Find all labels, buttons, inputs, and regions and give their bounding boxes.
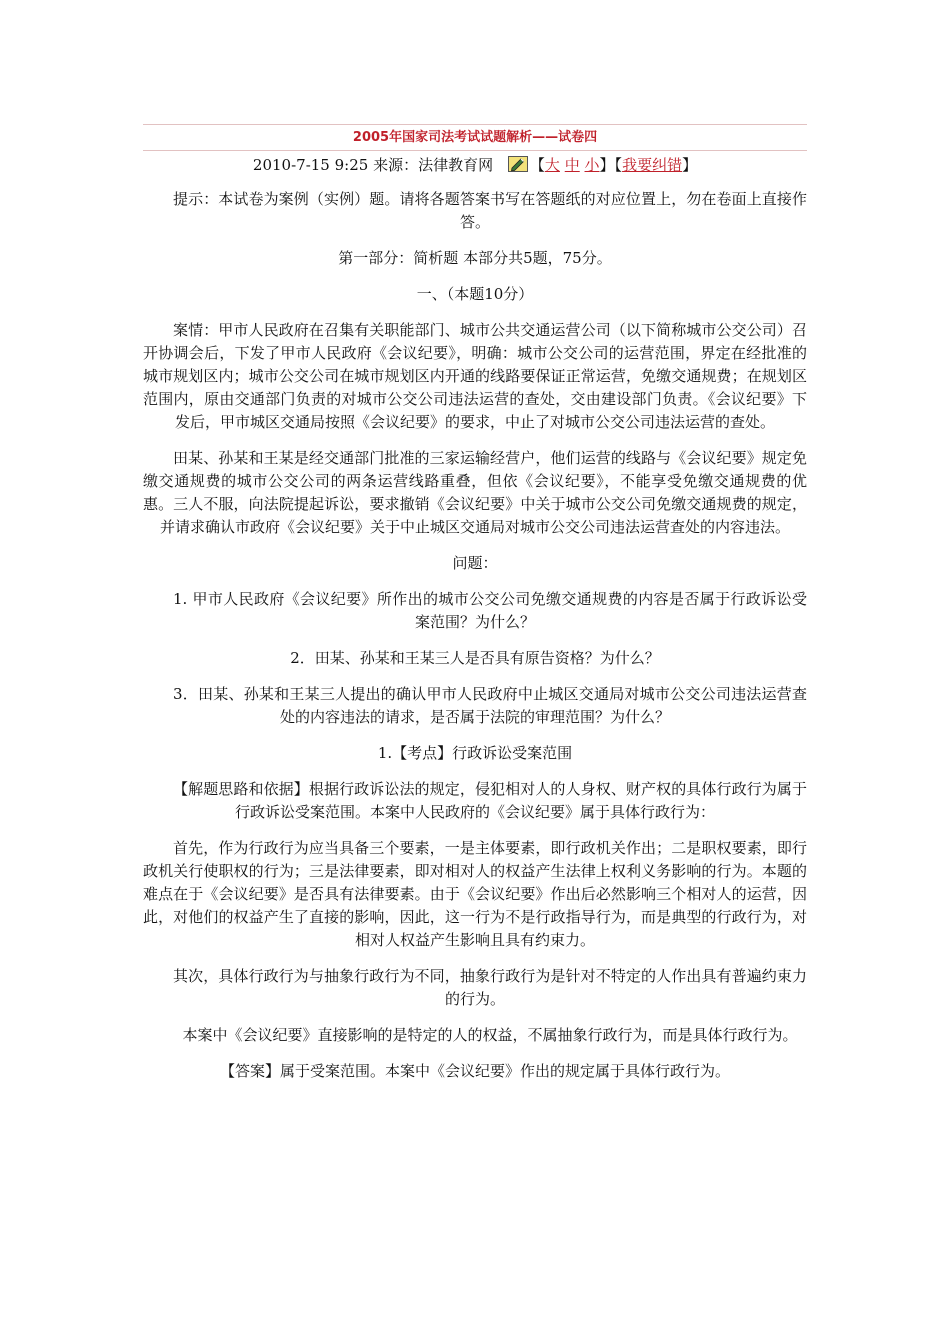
first-reason-paragraph: 首先，作为行政行为应当具备三个要素，一是主体要素，即行政机关作出；二是职权要素，即行政机关行使职权的行为；三是法律要素，即对相对人的权益产生法律上权利义务影响的行为。本题的难点在于《会议纪要》是否具有法律要素。由于《会议纪要》作出后必然影响三个相对人的运营，因此，对他们的权益产生了直接的影响，因此，这一行为不是行政指导行为，而是典型的行政行为，对相对人权益产生影响且具有约束力。	[143, 839, 807, 949]
font-size-large-link[interactable]: 大	[544, 156, 560, 174]
report-bracket-open: 【	[614, 156, 623, 174]
question-2: 2．田某、孙某和王某三人是否具有原告资格？为什么？	[290, 649, 660, 667]
question-1: 1. 甲市人民政府《会议纪要》所作出的城市公交公司免缴交通规费的内容是否属于行政诉讼受案范围？为什么？	[173, 590, 807, 631]
report-bracket-close: 】	[682, 156, 698, 174]
article-body	[143, 188, 807, 1096]
exam-tip: 提示：本试卷为案例（实例）题。请将各题答案书写在答题纸的对应位置上，勿在卷面上直接作答。	[173, 190, 807, 231]
article-meta	[143, 153, 807, 177]
font-bracket-close: 】	[599, 156, 615, 174]
question-heading: 一、（本题10分）	[416, 285, 534, 303]
case-paragraph-1: 案情：甲市人民政府在召集有关职能部门、城市公共交通运营公司（以下简称城市公交公司）召开协调会后，下发了甲市人民政府《会议纪要》，明确：城市公交公司的运营范围，界定在经批准的城市规划区内；城市公交公司在城市规划区内开通的线路要保证正常运营，免缴交通规费；在规划区范围内，原由交通部门负责的对城市公交公司违法运营的查处，交由建设部门负责。《会议纪要》下发后，甲市城区交通局按照《会议纪要》的要求，中止了对城市公交公司违法运营的查处。	[143, 321, 807, 431]
font-bracket-open: 【	[529, 156, 545, 174]
title-bottom-rule	[143, 150, 807, 151]
question-3: 3．田某、孙某和王某三人提出的确认甲市人民政府中止城区交通局对城市公交公司违法运营查处的内容违法的请求，是否属于法院的审理范围？为什么？	[173, 685, 807, 726]
key-point: 1.【考点】行政诉讼受案范围	[377, 744, 573, 762]
second-reason-paragraph: 其次，具体行政行为与抽象行政行为不同，抽象行政行为是针对不特定的人作出具有普遍约束力的行为。	[173, 967, 807, 1008]
report-error-link[interactable]: 我要纠错	[622, 156, 683, 174]
title-top-rule	[143, 124, 807, 125]
analysis-paragraph: 【解题思路和依据】根据行政诉讼法的规定，侵犯相对人的人身权、财产权的具体行政行为属于行政诉讼受案范围。本案中人民政府的《会议纪要》属于具体行政行为：	[173, 780, 807, 821]
questions-label: 问题：	[452, 554, 498, 572]
font-size-medium-link[interactable]: 中	[564, 156, 580, 174]
publish-date: 2010-7-15 9:25	[252, 156, 369, 174]
case-paragraph-2: 田某、孙某和王某是经交通部门批准的三家运输经营户，他们运营的线路与《会议纪要》规定免缴交通规费的城市公交公司的两条运营线路重叠，但依《会议纪要》，不能享受免缴交通规费的优惠。三人不服，向法院提起诉讼，要求撤销《会议纪要》中关于城市公交公司免缴交通规费的规定，并请求确认市政府《会议纪要》关于中止城区交通局对城市公交公司违法运营查处的内容违法。	[143, 449, 807, 536]
source-label: 来源：	[373, 156, 419, 174]
source-name: 法律教育网	[418, 156, 494, 174]
answer-paragraph: 【答案】属于受案范围。本案中《会议纪要》作出的规定属于具体行政行为。	[219, 1062, 730, 1080]
conclusion-paragraph: 本案中《会议纪要》直接影响的是特定的人的权益，不属抽象行政行为，而是具体行政行为。	[182, 1026, 798, 1044]
part-heading: 第一部分：简析题 本部分共5题，75分。	[338, 249, 612, 267]
font-size-small-link[interactable]: 小	[584, 156, 600, 174]
page-title: 2005年国家司法考试试题解析——试卷四	[352, 130, 598, 145]
pen-icon	[508, 155, 528, 171]
